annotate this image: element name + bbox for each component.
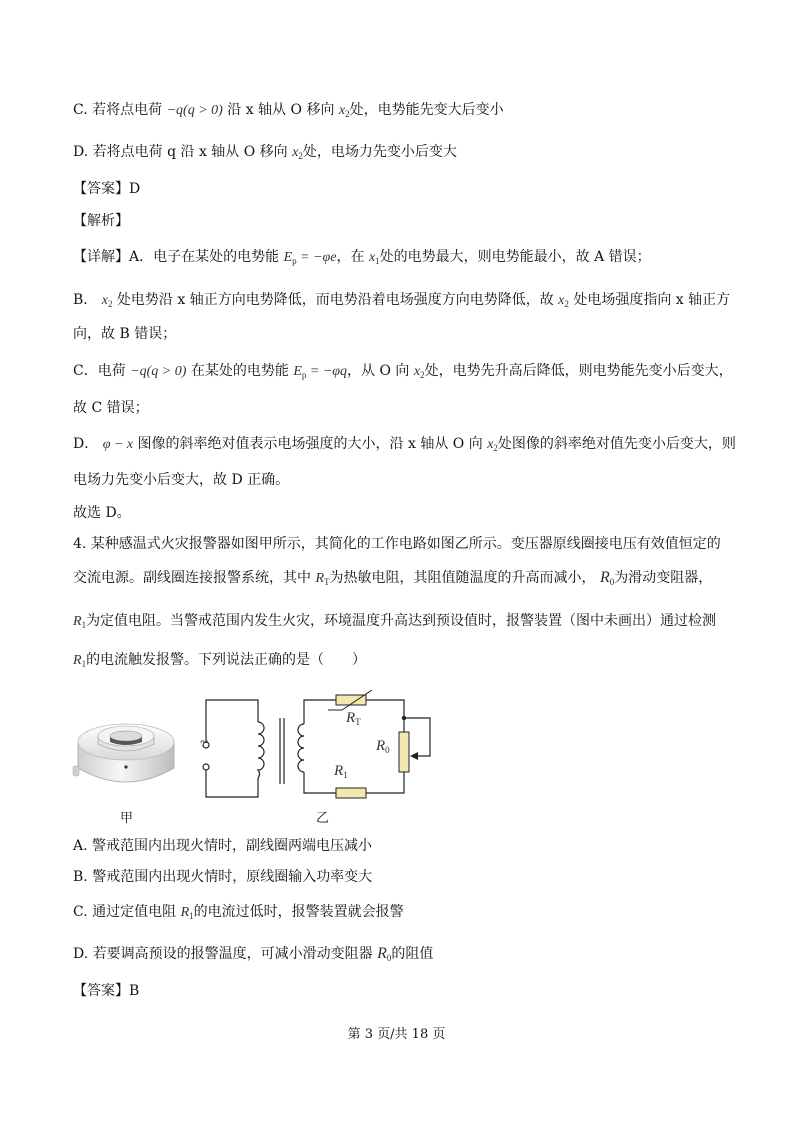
math-ep-eq: $E_p = -\varphi q$ bbox=[293, 364, 348, 380]
math-r1: $R_1$ bbox=[180, 905, 194, 921]
q4-option-d: D. 若要调高预设的报警温度，可减小滑动变阻器 $R_0$的阻值 bbox=[73, 945, 434, 963]
label-r0: $R_0$ bbox=[376, 738, 390, 755]
math-r0: $R_0$ bbox=[599, 569, 615, 587]
detail-b-line2: 向，故 B 错误； bbox=[73, 326, 177, 342]
math-x2: $x_2$ bbox=[292, 145, 303, 161]
answer-label: 【答案】D bbox=[73, 181, 141, 197]
figure-caption-jia: 甲 bbox=[120, 811, 134, 826]
math-x2: $x_2$ bbox=[487, 437, 498, 453]
analysis-label: 【解析】 bbox=[73, 213, 129, 229]
math-x2: $x_2$ bbox=[558, 293, 569, 309]
q4-option-c: C. 通过定值电阻 $R_1$的电流过低时，报警装置就会报警 bbox=[73, 904, 404, 921]
label-rt: $R_T$ bbox=[346, 710, 361, 727]
option-c: C. 若将点电荷 −q(q > 0) 沿 x 轴从 O 移向 $x_2$处，电势能先变大后变小 bbox=[73, 102, 504, 119]
q4-line4: $R_1$的电流触发报警。下列说法正确的是（ ） bbox=[73, 652, 367, 669]
figure-caption-yi: 乙 bbox=[316, 811, 330, 826]
math-r0: $R_0$ bbox=[377, 945, 392, 963]
label-r1: $R_1$ bbox=[334, 763, 348, 780]
math-x2: $x_2$ bbox=[101, 293, 113, 309]
q4-line1: 4. 某种感温式火灾报警器如图甲所示，其简化的工作电路如图乙所示。变压器原线圈接电压有效值恒定的 bbox=[73, 536, 721, 552]
detail-d-line1: D． φ − x 图像的斜率绝对值表示电场强度的大小，沿 x 轴从 O 向 $x_2$处图像的斜率绝对值先变小后变大，则 bbox=[73, 436, 736, 453]
conclusion: 故选 D。 bbox=[73, 505, 131, 521]
terminal-bottom bbox=[203, 764, 209, 770]
math-phi-x: φ − x bbox=[102, 437, 134, 452]
math-r1: $R_1$ bbox=[73, 653, 87, 669]
answer-label: 【答案】B bbox=[73, 983, 140, 999]
math-r1: $R_1$ bbox=[73, 614, 87, 630]
detail-a: 【详解】A．电子在某处的电势能 $E_p = -\varphi e$，在 $x_1$处的电势最大，则电势能最小，故 A 错误； bbox=[73, 249, 651, 266]
option-d: D. 若将点电荷 q 沿 x 轴从 O 移向 $x_2$处，电场力先变小后变大 bbox=[73, 144, 457, 161]
math-rt: $R_T$ bbox=[315, 571, 330, 587]
circuit-diagram bbox=[196, 690, 441, 805]
detail-b-line1: B． $x_2$ 处电势沿 x 轴正方向电势降低，而电势沿着电场强度方向电势降低，故 $x_2$ 处电场强度指向 x 轴正方 bbox=[73, 292, 731, 309]
math-q-positive: (q > 0) bbox=[183, 103, 223, 118]
detail-c-line2: 故 C 错误； bbox=[73, 400, 149, 416]
page-footer: 第 3 页/共 18 页 bbox=[347, 1027, 446, 1042]
q4-option-a: A. 警戒范围内出现火情时，副线圈两端电压减小 bbox=[73, 838, 373, 854]
smoke-detector-illustration bbox=[70, 712, 182, 796]
q4-line3: $R_1$为定值电阻。当警戒范围内发生火灾，环境温度升高达到预设值时，报警装置（图中未画出）通过检测 bbox=[73, 613, 717, 630]
q4-line2: 交流电源。副线圈连接报警系统，其中 $R_T$为热敏电阻，其阻值随温度的升高而减小， $R_0$为滑动变阻器， bbox=[73, 569, 713, 587]
detail-d-line2: 电场力先变小后变大，故 D 正确。 bbox=[73, 472, 290, 488]
q4-option-b: B. 警戒范围内出现火情时，原线圈输入功率变大 bbox=[73, 869, 373, 885]
math-x1: $x_1$ bbox=[368, 250, 380, 266]
math-x2: $x_2$ bbox=[413, 364, 425, 380]
math-x2: $x_2$ bbox=[338, 103, 350, 119]
math-ep-eq: $E_p = -\varphi e$ bbox=[283, 250, 337, 266]
source-symbol: ~ bbox=[200, 735, 209, 751]
detail-c-line1: C．电荷 −q(q > 0) 在某处的电势能 $E_p = -\varphi q$，从 O 向 $x_2$处，电势先升高后降低，则电势能先变小后变大， bbox=[73, 363, 733, 380]
math-neg-q: −q bbox=[166, 103, 184, 118]
